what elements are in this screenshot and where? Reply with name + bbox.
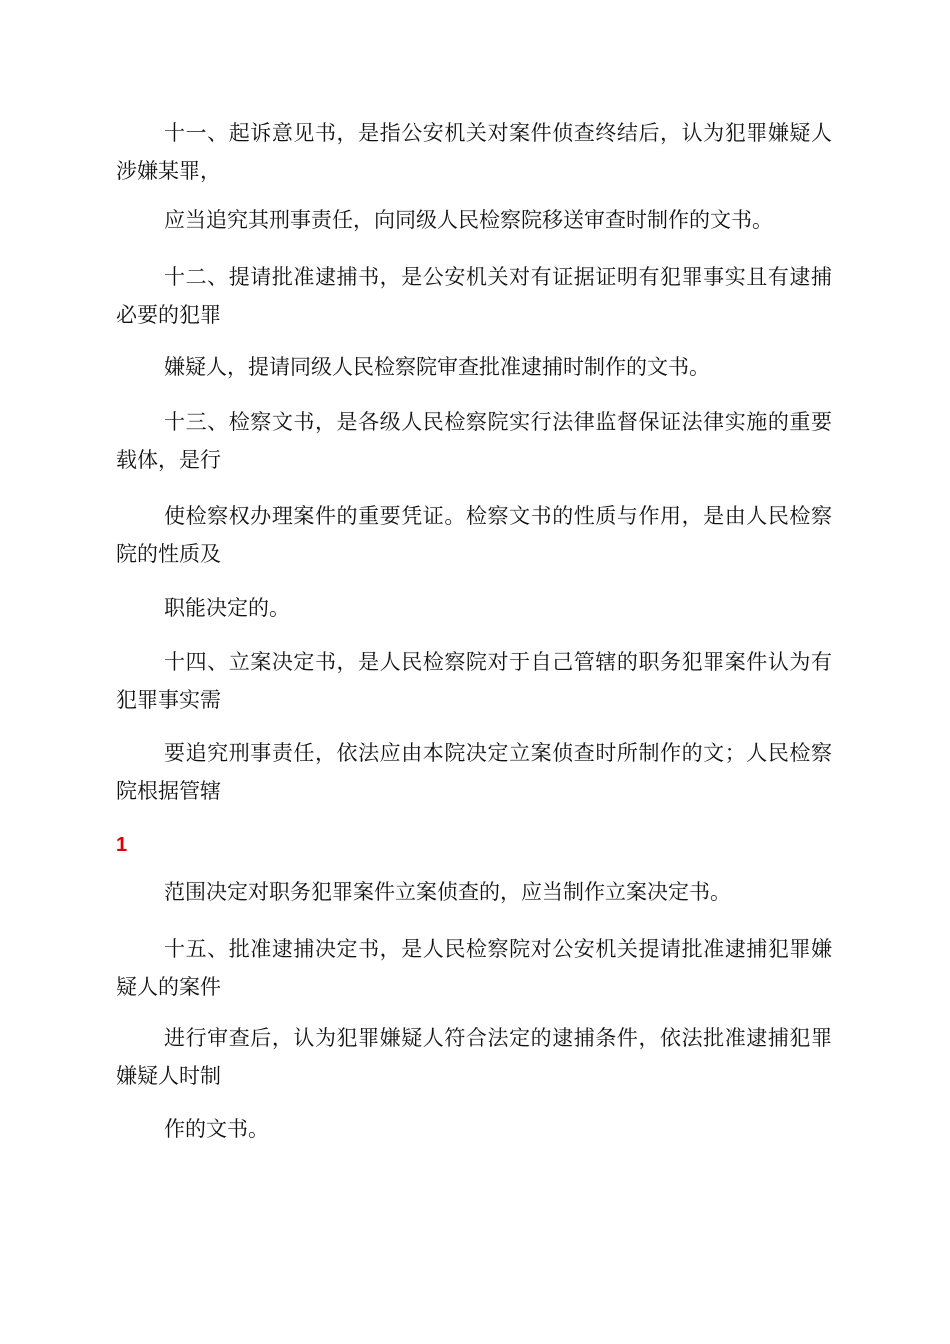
paragraph-13-part-2: 使检察权办理案件的重要凭证。检察文书的性质与作用，是由人民检察院的性质及 (116, 504, 832, 566)
paragraph-11-part-2: 应当追究其刑事责任，向同级人民检察院移送审查时制作的文书。 (164, 208, 773, 232)
paragraph-15-part-3: 作的文书。 (164, 1117, 269, 1141)
paragraph-14-part-3: 范围决定对职务犯罪案件立案侦查的，应当制作立案决定书。 (164, 880, 731, 904)
paragraph-14-part-1: 十四、立案决定书，是人民检察院对于自己管辖的职务犯罪案件认为有犯罪事实需 (116, 650, 832, 712)
paragraph-13-part-3: 职能决定的。 (164, 596, 290, 620)
paragraph-12-part-2: 嫌疑人，提请同级人民检察院审查批准逮捕时制作的文书。 (164, 355, 710, 379)
paragraph-12-part-1: 十二、提请批准逮捕书，是公安机关对有证据证明有犯罪事实且有逮捕必要的犯罪 (116, 265, 832, 327)
paragraph-11-part-1: 十一、起诉意见书，是指公安机关对案件侦查终结后，认为犯罪嫌疑人涉嫌某罪， (116, 121, 832, 183)
paragraph-14-part-2: 要追究刑事责任，依法应由本院决定立案侦查时所制作的文；人民检察院根据管辖 (116, 741, 832, 803)
paragraph-13-part-1: 十三、检察文书，是各级人民检察院实行法律监督保证法律实施的重要载体，是行 (116, 410, 832, 472)
paragraph-15-part-1: 十五、批准逮捕决定书，是人民检察院对公安机关提请批准逮捕犯罪嫌疑人的案件 (116, 937, 832, 999)
paragraph-15-part-2: 进行审查后，认为犯罪嫌疑人符合法定的逮捕条件，依法批准逮捕犯罪嫌疑人时制 (116, 1026, 832, 1088)
page-number: 1 (116, 834, 128, 856)
